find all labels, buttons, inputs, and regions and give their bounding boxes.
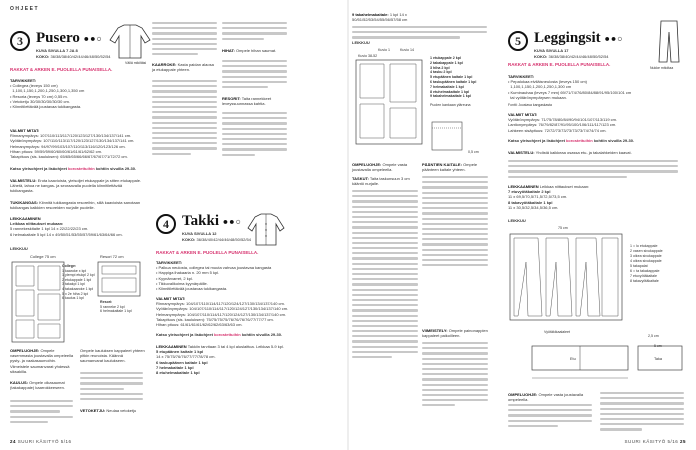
leikkuu-label: LEIKKUU — [10, 246, 28, 251]
kaarroke-block: KAARROKE: Kasta paidan alaosa ja etukappale yhteen. — [152, 62, 214, 73]
kuvio-label: Kuvio 1 — [378, 48, 390, 52]
page-number: 24 — [10, 439, 17, 444]
size-values: 36/38/38/40/42/44/46/48/50/52/54 — [50, 54, 111, 59]
difficulty-dots: ●●○ — [222, 216, 243, 227]
body-text-filler — [508, 404, 592, 430]
leikkuu-legend: 1 etukappale 2 kpl 2 takakappale 1 kpl 3 hiha 2 kpl 4 tasku 2 kpl 5 etupäänen kaitale 1 kpl 6 taskupäänen kaitale 1 kpl 7 helmakaitale 1 kpl 8 etuhelmakaitale 1 kpl 9 takahelmakaitale 1 kpl Puolen kankaan yläreuna — [430, 56, 477, 108]
measurement-line: Helmanympärys: 94/97/99/103/107/110/113/116/120/123/126 cm. — [10, 143, 126, 149]
valmiit-mitat-block: VALMIIT MITAT: Vyötärönympärys: 71/75/78/80/84/90/94/101/107/113/119 cm. Lantionympärys: 76/79/82/87/91/95/100/106/111/117/123 cm. Lahkeen sisäpituus: 72/72/73/73/73/73/73/74/74/74 cm. — [508, 112, 618, 133]
body-text-filler — [10, 400, 73, 426]
tarvikkeet-block: TARVIKKEET: • Palkua neulosta, collegea tai muuta vahvaa joustavaa kangasta • Happiga ihakaaria n. 20 mm 5 kpl. • Kyynärvarret, 2 kpl. • Tikkuvalikoima kyynärpäille. • Kiinnitilettävää joustavaa tukikangasta. — [156, 260, 272, 292]
measurement-line: Takapituus (sis. kauluksen): 65/65/65/66/66/67/67/67/71/72/72 cm. — [10, 154, 128, 160]
front-label: Nukke mitoltaa — [650, 66, 674, 70]
pattern-number-badge: 5 — [508, 31, 528, 51]
resori-width-label: Resori 72 cm — [100, 254, 124, 259]
tukikangas-text: Kiinnitä tukikangasta resoreihin, sillä kaavioista sanotaan tukikangas kaikkien resoreiden nurjalle puolelle. — [10, 200, 141, 211]
right-page — [348, 0, 696, 450]
resorit-block: RESORIT: Taita rannekkeet leveyssuunnassa kahtia. — [222, 96, 272, 107]
pattern-size: KOKO: 36/38/38/40/42/44/46/48/50/52/54 — [534, 54, 609, 59]
katso-line: Katso yleisohjeet ja lisäohjeet korostettuihin kohtiin sivuilla 29-30. — [10, 166, 137, 171]
sweater-sketch — [108, 22, 152, 62]
tukikangas-block — [10, 200, 145, 210]
body-text-filler — [222, 22, 287, 43]
page-footer — [624, 439, 686, 444]
cutting-layout-diagram — [508, 232, 626, 324]
tarvikkeet-heading: TARVIKKEET: — [10, 78, 37, 83]
tukikangas-heading: TUKIKANGAS: — [10, 200, 38, 205]
difficulty-dots: ●●○ — [83, 33, 103, 44]
measurement-line: Rinnanympärys: 107/110/113/117/120/123/127/130/134/137/141 cm. — [10, 133, 132, 139]
vetoketju-block: VETOKETJU: Neulaa vetoketju — [80, 408, 137, 413]
leikkaaminen-block: LEIKKAAMINEN Leikkaa niittaukset mukaan: 7 etuvyötäkaitale 2 kpl 11 x 69,5/70,5/71,5/72,5/73,5 cm. 8 takavyötäkaitale 1 kpl 11 x 30,5/32,5/34,5/36,5 cm. — [508, 184, 590, 210]
valmistelu-block: VALMISTELU: Yhdistä kaikkeaa osassa etu- ja takalahkeiden kaavat. — [508, 150, 632, 155]
back-measure: Taka — [654, 357, 663, 361]
resori-legend: Resori: 5 ranneke 2 kpl 6 helmakaitale 1 kpl — [100, 300, 132, 314]
height-measure: 5 cm — [654, 344, 662, 348]
waistband-label: Vyötäkikaalaleet — [544, 330, 571, 334]
body-text-filler — [152, 22, 217, 58]
section-label: OHJEET — [10, 6, 40, 12]
paantie-block: PÄÄNTIEN KAITALE: Ompele päänteen kaitale yhteen. — [422, 162, 478, 173]
body-text-filler — [352, 26, 487, 42]
pattern-number-badge: 4 — [156, 214, 176, 234]
header-link: RAKKAT & ARKEN E. PUOLELLA PUNAISELLA. — [156, 250, 259, 255]
body-text-filler — [352, 190, 418, 361]
kuvio-label: Kuvio 14 — [400, 48, 414, 52]
pocket-diagram — [428, 118, 488, 158]
katso-line: Katso yleisohjeet ja lisäohjeet korostettuihin kohtiin sivuilla 29-30. — [508, 138, 635, 143]
pattern-ref: KUVA SIVULLA 17 — [534, 48, 569, 53]
katso-link[interactable]: korostettuihin — [214, 332, 241, 337]
valmiit-mitat-block: VALMIIT MITAT: Rinnanympärys: 104/107/110/114/117/120/124/127/130/134/137/140 cm. Vyötärönympärys: 104/107/110/114/117/120/124/127/130/134/137/140 cm. Helmanympärys: 104/107/110/114/117/120/124/127/130/134/137/140 cm. Takapituus (sis. kauluksen): 75/75/75/75/76/76/76/76/77/77/77 cm. Hihan pituus: 61/61/61/61/62/62/62/63/63/63 cm. — [156, 296, 289, 328]
front-label: Vällä mikiltäsi — [125, 61, 147, 65]
kaulus-col2: Ompele kauluksen kappaleet yhteen pitkin reunoista. Käännä saumanvarat kaulukseen. — [80, 348, 145, 364]
ompelu-block: OMPELUOHJE: Ompele vasta joustavalla ompeleella. — [508, 392, 584, 403]
body-text-filler — [222, 60, 287, 91]
cutting-layout-diagram — [354, 58, 426, 148]
magazine-name: SUURI KÄSITYÖ 5/16 — [17, 439, 72, 444]
leggings-sketch — [656, 18, 682, 64]
leikkaaminen-heading: LEIKKAAMINEN — [10, 216, 41, 221]
taskut-block: TASKUT: Taita taskunsuun 3 cm kääntö nurjalle. — [352, 176, 410, 187]
viimeistely-block: VIIMEISTELY: Ompele painonappien kappaleet paikoilleen. — [422, 328, 488, 339]
pattern-number-badge: 3 — [10, 31, 30, 51]
body-text-filler — [508, 160, 678, 181]
katso-line: Katso yleisohjeet ja lisäohjeet korostettuihin kohtiin sivuilla 29-30. — [156, 332, 283, 337]
katso-link[interactable]: korostettuihin — [68, 166, 95, 171]
katso-link[interactable]: korostettuihin — [566, 138, 593, 143]
body-text-filler — [600, 392, 684, 434]
leikkaaminen-block: LEIKKAAMINEN Leikkaa niittaukset mukaan: 5 rannekeskitaite 1 kpl 14 x 22/22/22/23 cm. 6 helmakaitale 5 kpl 14 x 49/50/51/53/55/57/59/61/63/64/66 cm. — [10, 216, 123, 237]
valmistelu-heading: VALMISTELU: — [10, 178, 37, 183]
header-link: RAKKAT & ARKEN E. PUOLELLA PUNAISELLA. — [508, 62, 611, 67]
tarvikkeet-item: 1,100,1,150,1,200,1,250,1,300,1,350 cm — [12, 88, 85, 94]
pattern-title: Leggingsit ●●○ — [534, 30, 624, 46]
tarvikkeet-item: • Collegea (leveys 150 cm) — [10, 83, 58, 89]
note-label: Fontti: Joustava kangaskasta — [508, 103, 552, 107]
tarvikkeet-block: TARVIKKEET: • Pepalokaa elviläisneulosta (leveys 150 cm) 1,100,1,150,1,200,1,250,1,300 cm • Kuminauhaa (leveys 7 mm) 69/71/74/76/80/84/88/91/95/100/101 cm tai vyötärönympärysen mukaan. — [508, 74, 632, 100]
measure-label: 0,5 cm — [468, 150, 479, 154]
takahelma-block: 9 takahelmakaitale: 1 kpl 14 x 50/51/52/53/54/55/56/57/58 cm — [352, 12, 408, 23]
ompelu-block: OMPELUOHJE: Ompele vasemmasta joustavalla ompeleella pysty- ja vaakasaumoihin. Viimeistele saumanvarat yhdessä siksakilla. — [10, 348, 74, 374]
body-text-filler — [222, 112, 287, 159]
kaulus-block: KAULUS: Ompele olkasaumat (takakappale) kaarrokkeeseen. — [10, 380, 65, 391]
body-text-filler — [152, 80, 217, 158]
fabric-width-label: 75 cm — [558, 226, 568, 230]
kuvio-label: Kuvio 38-52 — [358, 54, 378, 58]
measurement-line: Vyötärönympärys: 107/110/113/117/120/123/127/130/134/137/141 cm. — [10, 138, 135, 144]
pattern-size — [36, 54, 111, 60]
magazine-name: SUURI KÄSITYÖ 5/16 — [624, 439, 679, 444]
pattern-ref: KUVA SIVULLA 7 JA 8 — [36, 48, 78, 53]
size-label: KOKO: — [36, 54, 50, 59]
tarvikkeet-block — [10, 78, 140, 109]
leikkuu-label: LEIKKUU — [508, 218, 526, 223]
leikkuu-legend: 1 = lo etukappale 2 vasen sivukappale 3 oikea sivukappale 4 oikea sivukappale 5 takapalat 6 = ta takakappale 7 etuvyötäkaitale 8 takavyötäkaitale — [630, 244, 663, 283]
page-footer — [10, 439, 72, 444]
hihat-block: HIHAT: Ompele hihan saumat. — [222, 48, 277, 53]
leikkaaminen-block: LEIKKAAMINEN Takkiin tarvitaan 3 tai 4 kpl aluslaittoa. Leikkaa 5-9 kpl. 5 etupäänen kaitale 1 kpl 14 x 75/75/76/76/77/77/78/78 cm. 6 taskupäänen kaitale 1 kpl 7 helmakaitale 1 kpl 8 etuhelmakaitale 1 kpl — [156, 344, 284, 376]
pattern-title-text: Pusero — [36, 30, 80, 46]
pattern-ref: KUVA SIVULLA 12 — [182, 231, 217, 236]
valmistelu-text: Erota kaavioista, yleisoljet etukappale ja sitten etukappale. Lähetä, lahoa ne kangas- ja seoraavalla puolella kiinnitilettävää tukikangasta. — [10, 178, 142, 194]
college-width-label: College 75 cm — [30, 254, 56, 259]
tarvikkeet-item: • Resoria (leveys 70 cm) 0,55 m. — [10, 93, 68, 99]
body-text-filler — [422, 176, 488, 269]
body-text-filler — [80, 372, 143, 403]
ompelu-block: OMPELUOHJE: Ompele vasta joustavalla ompeleella. — [352, 162, 408, 173]
jacket-sketch — [246, 212, 286, 248]
pattern-title — [182, 213, 242, 230]
pattern-size: KOKO: 36/38/40/42/44/46/48/50/52/54 — [182, 237, 251, 242]
measurement-line: Hihan pituus: 59/59/59/60/60/60/61/61/61/62/62 cm. — [10, 148, 103, 154]
valmiit-mitat-block — [10, 128, 145, 159]
pattern-title — [36, 30, 103, 47]
valmistelu-block — [10, 178, 145, 194]
body-text-filler — [422, 342, 488, 409]
front-measure: Etu — [570, 357, 576, 361]
tarvikkeet-item: • Vetoketju 30/30/30/30/30/30 cm. — [10, 98, 70, 104]
tarvikkeet-item: • Kiinnitilettävää joustavaa tukikangasta. — [10, 104, 82, 110]
seam-measure: 2,5 cm — [648, 334, 659, 338]
page-number: 25 — [679, 439, 686, 444]
header-link: RAKKAT & ARKEN E. PUOLELLA PUNAISELLA. — [10, 67, 113, 72]
valmiit-mitat-heading: VALMIIT MITAT: — [10, 128, 40, 133]
pattern-title-text: Takki — [182, 213, 219, 229]
college-legend: College: 1 kaaroke x kpl 1 ylempi etukpl 2 kpl 2 etukappale 1 kpl 3 takakpl 1 kpl 4 takakaaroke 1 kpl 5 x 2e hiha 2 kpl 6 kaulus 1 kpl — [62, 264, 95, 301]
leikkuu-label: LEIKKUU — [352, 40, 370, 45]
